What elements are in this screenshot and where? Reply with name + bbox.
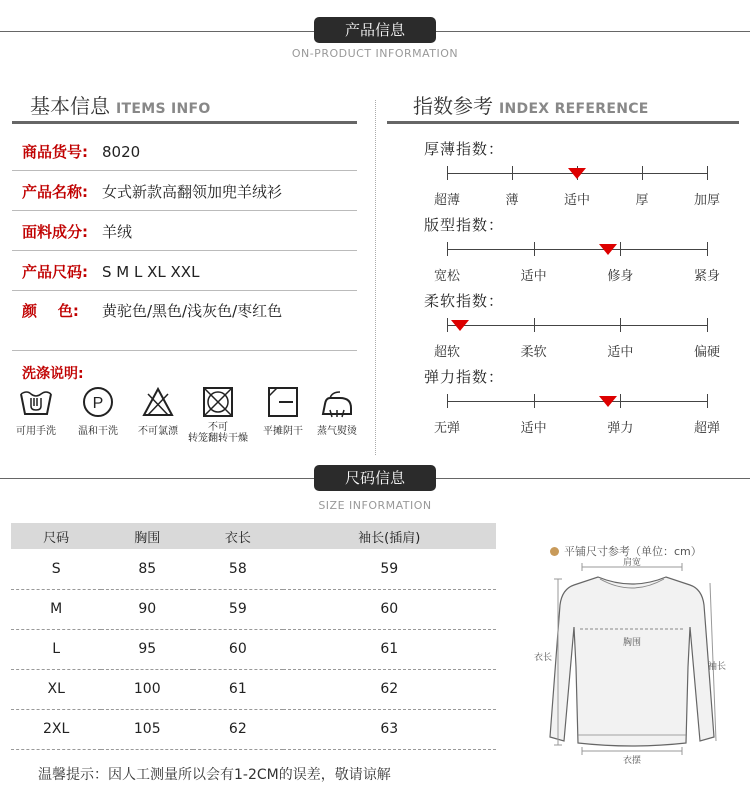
scale-line <box>447 401 707 402</box>
scale-marker <box>568 168 586 179</box>
table-row: XL 100 61 62 <box>11 669 496 709</box>
scale-tick <box>447 394 448 408</box>
bullet-icon <box>550 547 559 556</box>
banner-title: 产品信息 <box>314 17 436 43</box>
banner-subtitle: SIZE INFORMATION <box>318 499 432 512</box>
scale-tick-label: 适中 <box>563 193 591 208</box>
scale-tick-label: 超弹 <box>693 421 721 436</box>
wash-item-hand-wash: 可用手洗 <box>12 386 60 437</box>
wash-item-no-tumble-dry: 不可 转笼翻转干燥 <box>183 386 253 444</box>
svg-text:P: P <box>92 395 104 412</box>
info-row-fabric: 面料成分: 羊绒 <box>22 223 133 241</box>
scale-tick <box>707 394 708 408</box>
table-row: S 85 58 59 <box>11 549 496 589</box>
scale-tick-label: 超薄 <box>433 193 461 208</box>
washing-title: 洗涤说明: <box>22 366 84 382</box>
scale-tick-label: 偏硬 <box>693 345 721 360</box>
scale-tick <box>447 166 448 180</box>
scale-marker <box>599 244 617 255</box>
scale-tick-label: 适中 <box>520 421 547 436</box>
scale-marker <box>451 320 469 331</box>
scale-tick <box>620 242 621 256</box>
vertical-divider <box>375 100 376 455</box>
table-header-row <box>11 523 496 549</box>
col-header: 胸围 <box>101 523 193 549</box>
scale-line <box>447 249 707 250</box>
wash-item-dry-flat: 平摊阴干 <box>257 386 309 437</box>
chest-label: 胸围 <box>622 638 642 648</box>
scale-line <box>447 325 707 326</box>
scale-tick-label: 弹力 <box>607 421 634 436</box>
divider <box>387 121 739 124</box>
index-label: 厚薄指数： <box>424 140 505 158</box>
col-header: 袖长(插肩) <box>283 523 496 549</box>
scale-tick-label: 超软 <box>433 345 461 360</box>
index-ref-title: 指数参考 INDEX REFERENCE <box>413 94 649 118</box>
no-tumble-dry-icon <box>202 386 234 418</box>
scale-tick <box>642 166 643 180</box>
diagram-title: 平铺尺寸参考（单位：cm） <box>550 543 702 559</box>
scale-tick-label: 无弹 <box>433 421 461 436</box>
steam-iron-icon <box>320 386 354 418</box>
dry-flat-shade-icon <box>267 386 299 418</box>
scale-tick-label: 厚 <box>635 193 649 208</box>
scale-tick <box>707 242 708 256</box>
scale-tick-label: 适中 <box>607 345 634 360</box>
sleeve-label: 袖长 <box>708 662 727 672</box>
size-table <box>11 523 496 750</box>
wash-item-no-bleach: 不可氯漂 <box>133 386 183 437</box>
scale-tick-label: 加厚 <box>693 193 721 208</box>
sweater-measurement-diagram <box>530 557 740 767</box>
scale-tick <box>620 318 621 332</box>
scale-tick <box>534 242 535 256</box>
wash-item-dry-clean: P 温和干洗 <box>73 386 123 437</box>
scale-tick <box>447 318 448 332</box>
scale-tick-label: 宽松 <box>433 269 461 284</box>
scale-tick <box>707 166 708 180</box>
table-row: M 90 59 60 <box>11 589 496 629</box>
shoulder-label: 肩宽 <box>622 558 642 568</box>
scale-tick <box>512 166 513 180</box>
hem-label: 衣摆 <box>622 756 642 766</box>
scale-tick <box>534 318 535 332</box>
info-row-color: 颜 色: 黄驼色/黑色/浅灰色/枣红色 <box>22 302 283 320</box>
table-row: 2XL 105 62 63 <box>11 709 496 749</box>
banner-title: 尺码信息 <box>314 465 436 491</box>
scale-tick-label: 适中 <box>520 269 547 284</box>
scale-tick-label: 薄 <box>505 193 519 208</box>
scale-tick <box>707 318 708 332</box>
scale-tick <box>447 242 448 256</box>
index-label: 弹力指数： <box>424 368 505 386</box>
wash-item-steam-iron: 蒸气熨烫 <box>311 386 363 437</box>
index-label: 版型指数： <box>424 216 505 234</box>
table-row: L 95 60 61 <box>11 629 496 669</box>
divider <box>12 121 357 124</box>
hand-wash-icon <box>19 386 53 418</box>
scale-tick-label: 柔软 <box>520 345 547 360</box>
scale-tick <box>534 394 535 408</box>
banner-subtitle: ON-PRODUCT INFORMATION <box>291 47 459 60</box>
index-label: 柔软指数： <box>424 292 505 310</box>
col-header: 衣长 <box>193 523 282 549</box>
dry-clean-p-icon <box>82 386 114 418</box>
info-row-name: 产品名称: 女式新款高翻领加兜羊绒衫 <box>22 183 283 201</box>
length-label: 衣长 <box>534 653 553 663</box>
basic-info-title: 基本信息 ITEMS INFO <box>30 94 211 118</box>
info-row-sku: 商品货号: 8020 <box>22 143 141 161</box>
info-row-size: 产品尺码: S M L XL XXL <box>22 263 200 281</box>
measurement-note: 温馨提示：因人工测量所以会有1-2CM的误差，敬请谅解 <box>38 767 391 783</box>
scale-tick-label: 紧身 <box>693 269 721 284</box>
scale-tick-label: 修身 <box>607 269 634 284</box>
col-header: 尺码 <box>11 523 101 549</box>
scale-marker <box>599 396 617 407</box>
no-bleach-icon <box>142 386 174 418</box>
scale-tick <box>620 394 621 408</box>
